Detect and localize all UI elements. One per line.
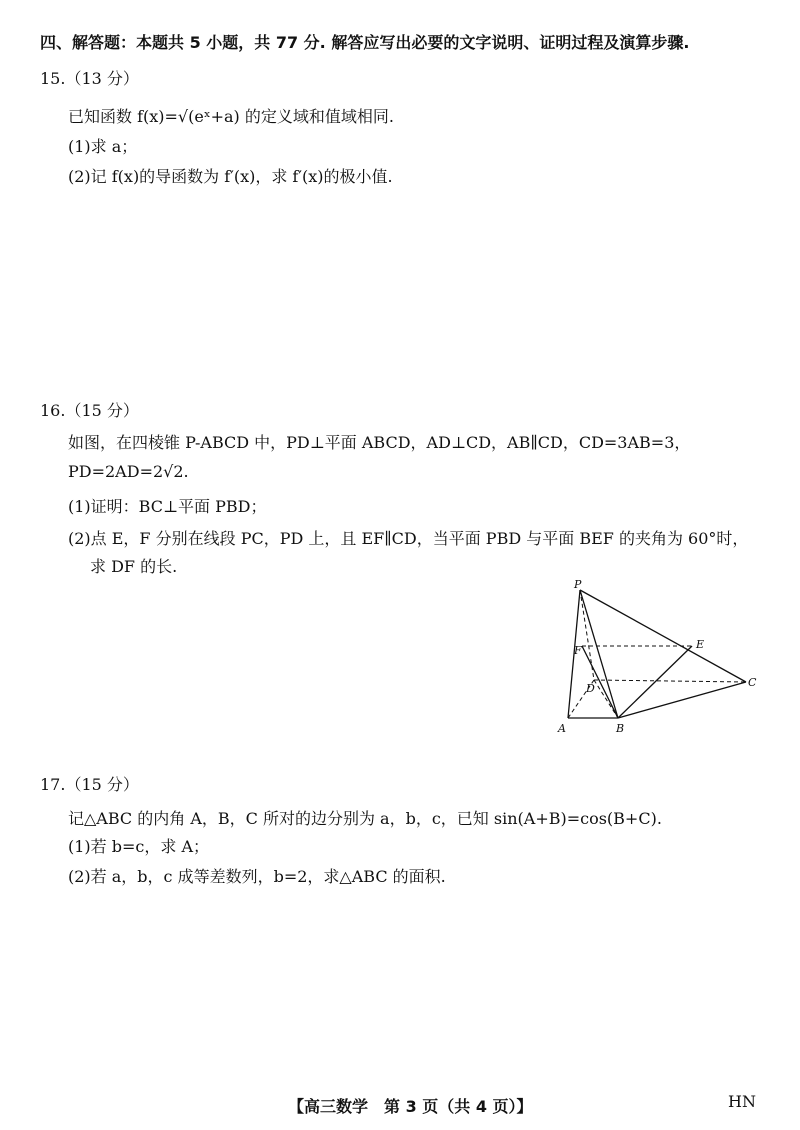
q17-number: 17.（15 分） <box>40 775 139 794</box>
page-footer: 【高三数学 第 3 页（共 4 页）】 <box>288 1097 533 1116</box>
q16-line-4: (2)点 E，F 分别在线段 PC，PD 上，且 EF∥CD，当平面 PBD 与平面 BEF 的夹角为 60°时， <box>68 529 749 548</box>
edge-dc-hidden <box>594 680 746 682</box>
q17-line-1: 记△ABC 的内角 A，B，C 所对的边分别为 a，b，c，已知 sin(A+B)=cos(B+C). <box>68 809 662 828</box>
q15-line-3: (2)记 f(x)的导函数为 f′(x)，求 f′(x)的极小值. <box>68 167 393 186</box>
section-heading: 四、解答题：本题共 5 小题，共 77 分. 解答应写出必要的文字说明、证明过程及演算步骤. <box>40 33 690 52</box>
q16-number: 16.（15 分） <box>40 401 139 420</box>
label-f: F <box>574 644 582 657</box>
label-a: A <box>558 722 566 735</box>
label-b: B <box>616 722 625 735</box>
q15-line-1: 已知函数 f(x)=√(eˣ+a) 的定义域和值域相同. <box>68 107 394 126</box>
label-p: P <box>574 578 582 591</box>
q17-line-2: (1)若 b=c，求 A； <box>68 837 210 856</box>
region-code: HN <box>728 1092 756 1111</box>
q16-line-2: PD=2AD=2√2. <box>68 462 189 481</box>
q15-line-2: (1)求 a； <box>68 137 138 156</box>
segment-db-hidden <box>594 680 618 718</box>
q15-number: 15.（13 分） <box>40 69 139 88</box>
q16-line-1: 如图，在四棱锥 P-ABCD 中，PD⊥平面 ABCD，AD⊥CD，AB∥CD，CD=3AB=3， <box>68 433 691 452</box>
q16-line-3: (1)证明：BC⊥平面 PBD； <box>68 497 267 516</box>
edge-pd-hidden <box>580 590 594 680</box>
edge-pc <box>580 590 746 682</box>
pyramid-figure <box>550 578 770 742</box>
q16-line-5: 求 DF 的长. <box>90 557 178 576</box>
label-e: E <box>696 638 705 651</box>
label-c: C <box>748 676 757 689</box>
q17-line-3: (2)若 a，b，c 成等差数列，b=2，求△ABC 的面积. <box>68 867 446 886</box>
label-d: D <box>586 682 595 695</box>
